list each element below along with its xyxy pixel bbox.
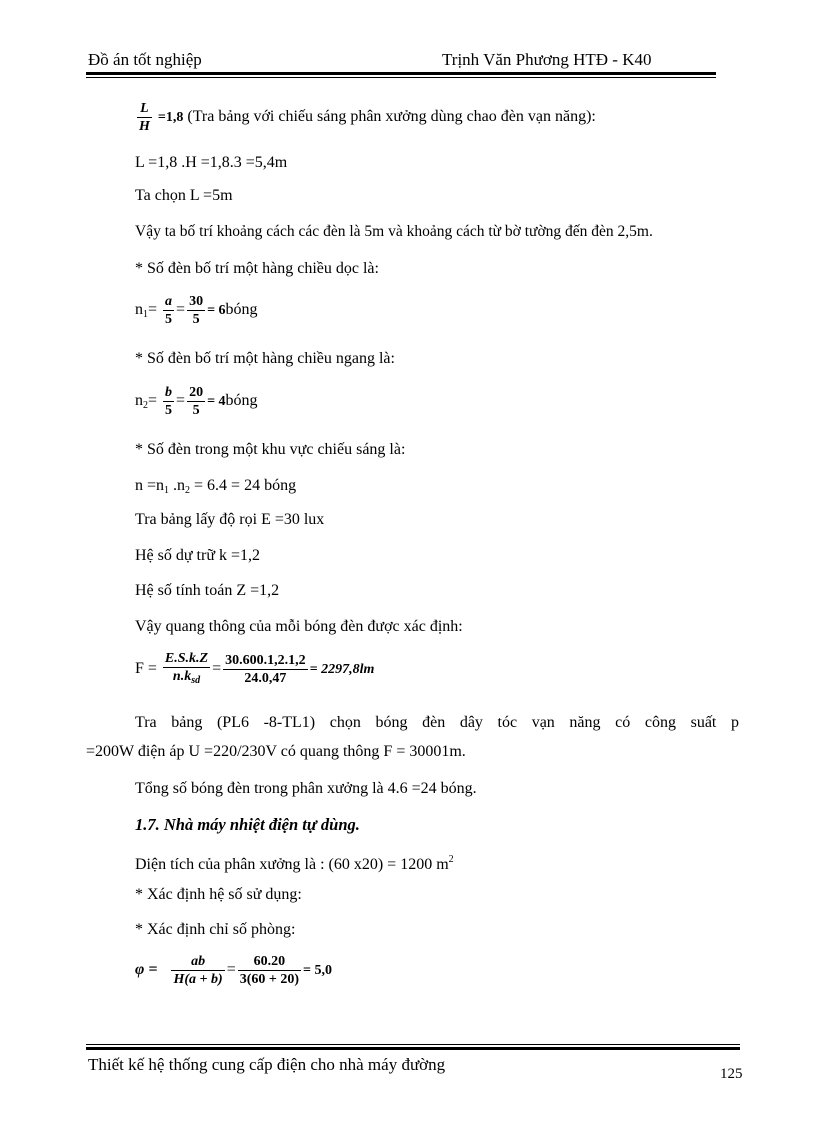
n1-f1-num: a: [165, 294, 173, 309]
section-heading: 1.7. Nhà máy nhiệt điện tự dùng.: [135, 815, 360, 834]
flux-frac1: [163, 650, 210, 689]
n1-eq: =: [148, 301, 158, 319]
n2-eq: =: [148, 392, 158, 410]
n2-f2-den: 5: [192, 403, 200, 418]
phi-f1-den: H(a + b): [173, 972, 223, 987]
flux-result: = 2297,8lm: [309, 662, 375, 678]
phi-result: = 5,0: [303, 963, 333, 979]
n1-result: = 6: [207, 303, 226, 319]
n2-unit: bóng: [225, 392, 258, 410]
n1-f2-den: 5: [192, 312, 200, 327]
n-total-sub2: 2: [185, 485, 191, 496]
frac-num: L: [137, 100, 152, 118]
formula-flux: F = $\frac{E.S.k.Z}{n.k_{sd}}$ = $\frac{30.600.1,2.1,2}{24.0,47}$ = 2297,8lm: [135, 650, 374, 689]
text-line-layout: Vậy ta bố trí khoảng cách các đèn là 5m và khoảng cách từ bờ tường đến đèn 2,5m.: [135, 223, 653, 240]
flux-f1-den: n.k: [172, 669, 192, 684]
n2-result: = 4: [207, 394, 226, 410]
n-total-c: = 6.4 = 24 bóng: [190, 477, 297, 494]
n1-frac1: [163, 293, 174, 328]
flux-f2-num: 30.600.1,2.1,2: [225, 653, 306, 668]
phi-f2-num: 60.20: [238, 953, 301, 971]
header-rule-thick: [86, 72, 716, 75]
formula-n2: $n_2=$ $\frac{b}{5}$ = $\frac{20}{5}$ = 4bóng: [135, 385, 258, 418]
text-line-illuminance: Tra bảng lấy độ rọi E =30 lux: [135, 511, 325, 528]
n2-f1-den: 5: [165, 403, 173, 418]
n2-f2-num: 20: [189, 385, 204, 400]
ratio-line: [135, 100, 596, 135]
footer-rule-thick: [86, 1047, 740, 1050]
flux-f1-den-sub: sd: [191, 675, 201, 686]
text-line-z: Hệ số tính toán Z =1,2: [135, 582, 280, 599]
flux-f2-den: 24.0,47: [244, 671, 287, 686]
phi-frac1: [171, 953, 224, 988]
header-right: Trịnh Văn Phương HTĐ - K40: [442, 50, 652, 69]
n-total-a: n =n: [135, 477, 165, 494]
phi-f1-num: ab: [171, 953, 224, 971]
n-total-b: .n: [169, 477, 186, 494]
text-line-total-bulbs: Tổng số bóng đèn trong phân xưởng là 4.6 =24 bóng.: [135, 780, 477, 797]
flux-f1-num: E.S.k.Z: [164, 651, 209, 666]
flux-frac2: [223, 652, 308, 687]
phi-f2-den: 3(60 + 20): [239, 972, 300, 987]
text-line-area-count: * Số đèn trong một khu vực chiếu sáng là:: [135, 441, 406, 458]
text-line-area: [135, 850, 454, 875]
text-line-usage-coef: * Xác định hệ số sử dụng:: [135, 886, 302, 903]
text-line-n-total: [135, 476, 296, 501]
area-sup: 2: [448, 854, 454, 865]
n2-frac2: [187, 384, 205, 419]
frac-den: H: [139, 119, 150, 134]
n1-sub: 1: [143, 309, 148, 321]
n1-f2-num: 30: [189, 294, 204, 309]
n2-sub: 2: [143, 400, 148, 412]
text-line-choose: Ta chọn L =5m: [135, 187, 233, 204]
phi-lhs: φ =: [135, 961, 158, 979]
n2-f1-num: b: [165, 385, 173, 400]
phi-frac2: [238, 953, 301, 988]
formula-phi: φ = $\frac{ab}{H(a + b)}$ = $\frac{60.20}{3(60 + 20)}$ = 5,0: [135, 954, 333, 987]
header-rule-thin: [86, 77, 716, 78]
text-line-k: Hệ số dự trữ k =1,2: [135, 547, 261, 564]
footer-text: Thiết kế hệ thống cung cấp điện cho nhà máy đường: [88, 1055, 446, 1074]
n1-f1-den: 5: [165, 312, 173, 327]
n1-lhs: n: [135, 301, 143, 319]
n1-frac2: [187, 293, 205, 328]
footer-rule-thin: [86, 1044, 740, 1045]
text-line-l: L =1,8 .H =1,8.3 =5,4m: [135, 154, 288, 171]
header-left: Đồ án tốt nghiệp: [88, 50, 202, 69]
text-line-flux-intro: Vậy quang thông của mỗi bóng đèn được xác định:: [135, 618, 463, 635]
formula-n1: $n_1=$ $\frac{a}{5}$ = $\frac{30}{5}$ = 6bóng: [135, 294, 258, 327]
n1-unit: bóng: [225, 301, 258, 319]
paragraph-line-2: =200W điện áp U =220/230V có quang thông F = 30001m.: [86, 743, 466, 760]
text-line-col-count: * Số đèn bố trí một hàng chiều ngang là:: [135, 350, 395, 367]
n-total-sub1: 1: [164, 485, 170, 496]
n2-lhs: n: [135, 392, 143, 410]
ratio-text: (Tra bảng với chiếu sáng phân xưởng dùng chao đèn vạn năng):: [187, 108, 596, 126]
text-line-row-count: * Số đèn bố trí một hàng chiều dọc là:: [135, 260, 379, 277]
flux-lhs: F =: [135, 660, 157, 678]
text-line-room-index: * Xác định chỉ số phòng:: [135, 921, 296, 938]
page-number: 125: [720, 1066, 743, 1082]
area-text: Diện tích của phân xưởng là : (60 x20) = 1200 m: [135, 856, 449, 873]
ratio-value: =1,8: [157, 110, 184, 126]
fraction-l-over-h: [137, 100, 152, 135]
n2-frac1: [163, 384, 174, 419]
paragraph-line-1: Tra bảng (PL6 -8-TL1) chọn bóng đèn dây tóc vạn năng có công suất p: [135, 714, 739, 731]
